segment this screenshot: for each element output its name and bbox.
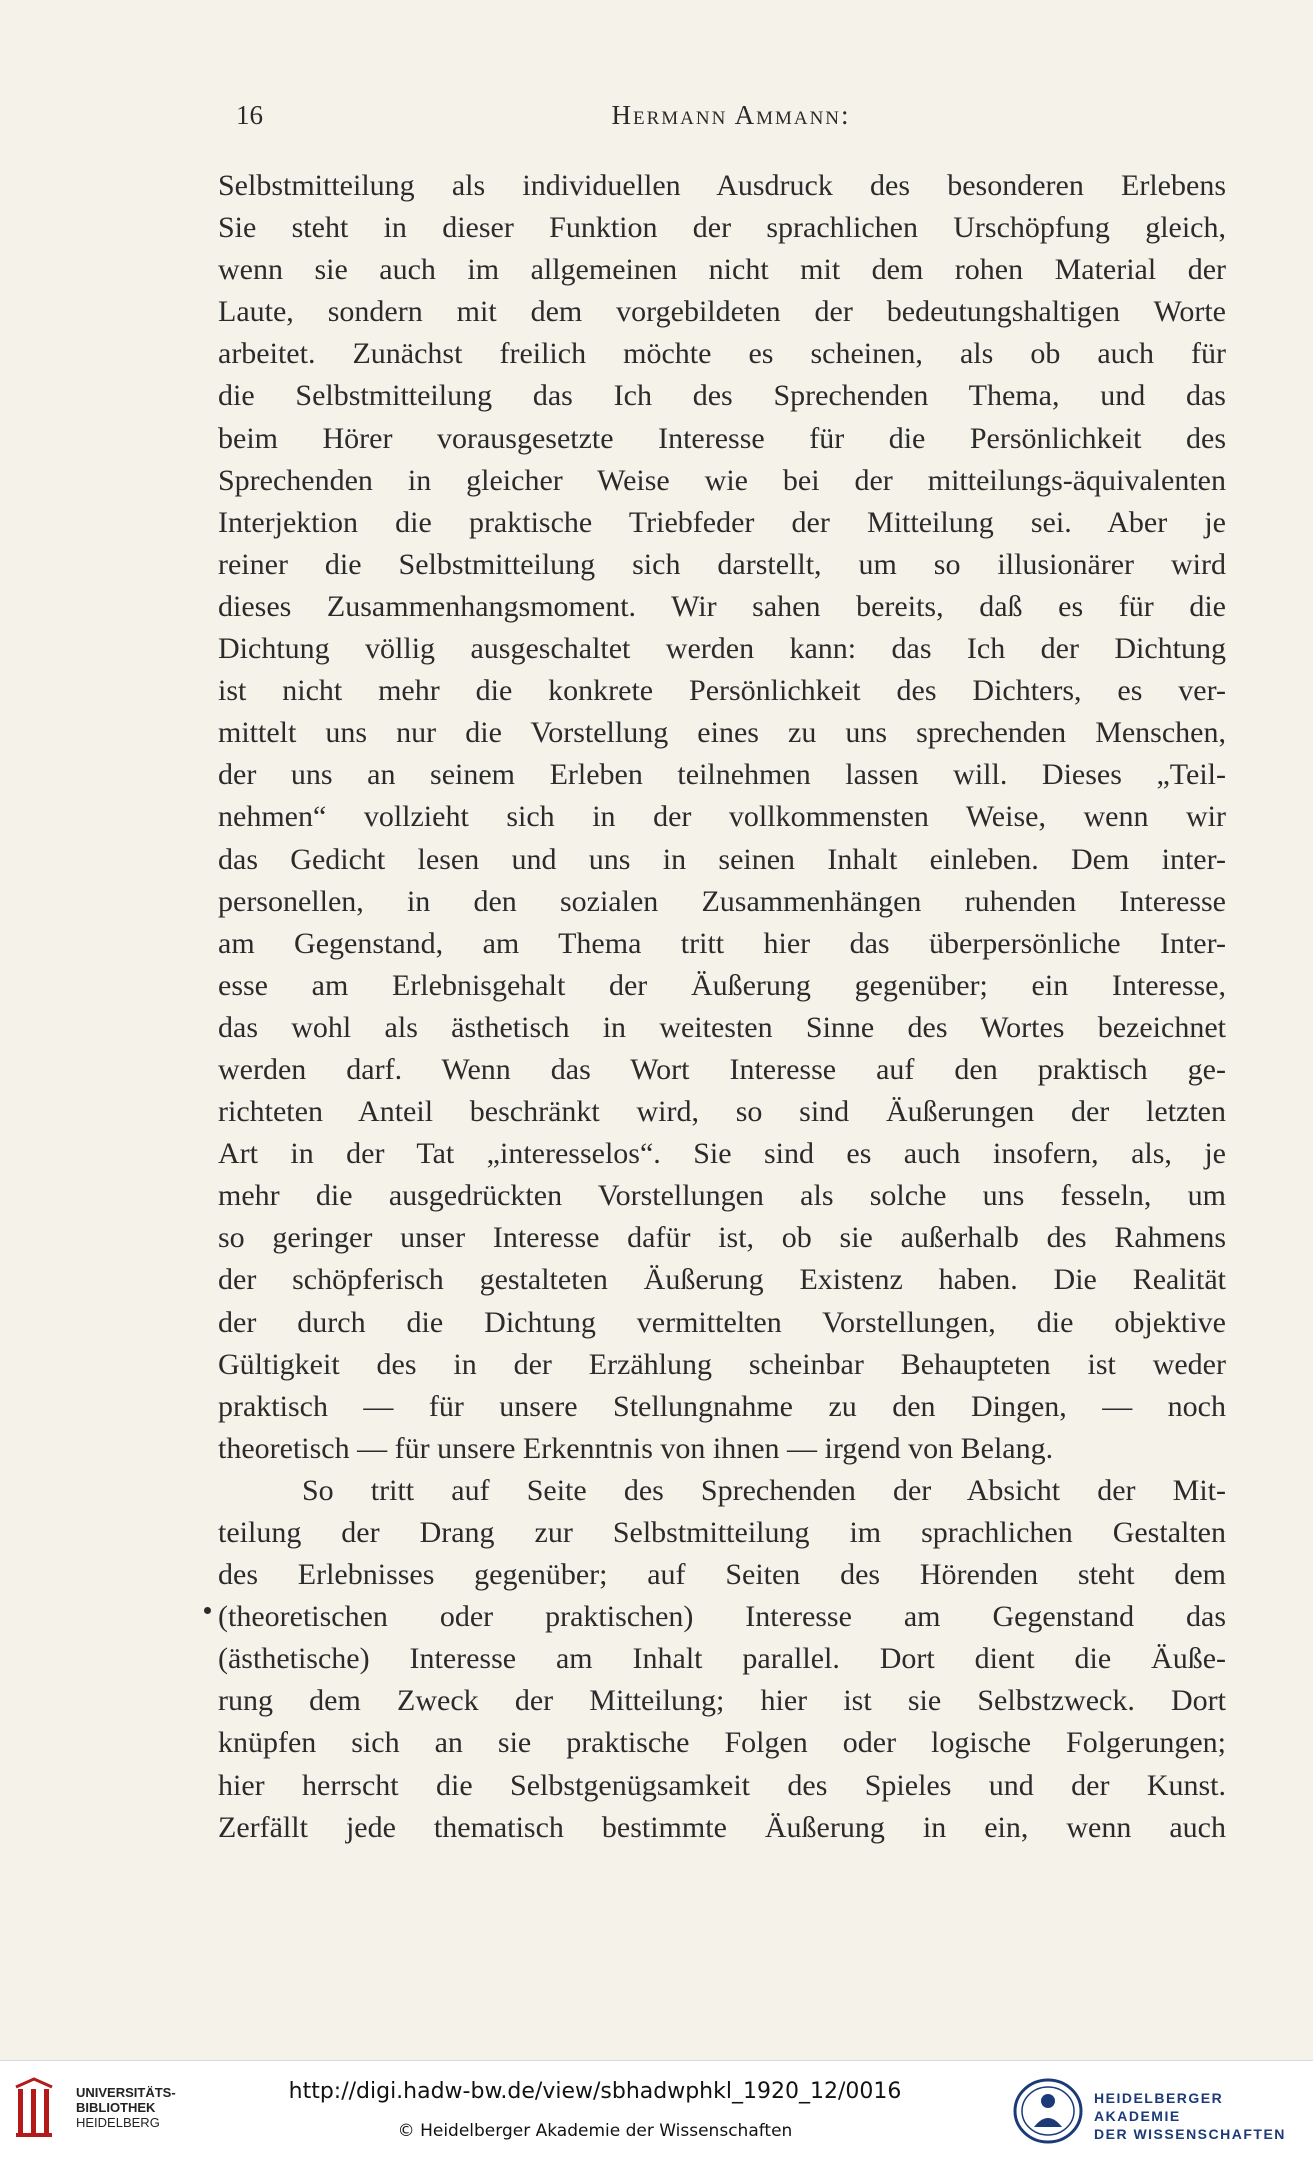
library-name-line: UNIVERSITÄTS-: [76, 2085, 176, 2100]
text-line: Sie steht in dieser Funktion der sprachlichen Urschöpfung gleich,: [218, 211, 1226, 245]
text-line: esse am Erlebnisgehalt der Äußerung gegenüber; ein Interesse,: [218, 968, 1226, 1002]
text-line: arbeitet. Zunächst freilich möchte es scheinen, als ob auch für: [218, 337, 1226, 371]
text-line: Zerfällt jede thematisch bestimmte Äußerung in ein, wenn auch: [218, 1810, 1226, 1844]
library-name: [76, 2085, 176, 2130]
text-line: Dichtung völlig ausgeschaltet werden kann: das Ich der Dichtung: [218, 632, 1226, 666]
text-line: werden darf. Wenn das Wort Interesse auf den praktisch ge-: [218, 1052, 1226, 1086]
library-name-line: HEIDELBERG: [76, 2115, 160, 2130]
text-line: der schöpferisch gestalteten Äußerung Existenz haben. Die Realität: [218, 1263, 1226, 1297]
text-line: (theoretischen oder praktischen) Interesse am Gegenstand das: [218, 1600, 1226, 1634]
text-line: dieses Zusammenhangsmoment. Wir sahen bereits, daß es für die: [218, 589, 1226, 623]
text-line: reiner die Selbstmitteilung sich darstellt, um so illusionärer wird: [218, 547, 1226, 581]
text-line: teilung der Drang zur Selbstmitteilung im sprachlichen Gestalten: [218, 1516, 1226, 1549]
text-line: praktisch — für unsere Stellungnahme zu den Dingen, — noch: [218, 1389, 1226, 1423]
text-line: am Gegenstand, am Thema tritt hier das überpersönliche Inter-: [218, 926, 1226, 960]
text-line: Sprechenden in gleicher Weise wie bei der mitteilungs-äquivalenten: [218, 463, 1226, 497]
margin-dot: [204, 1607, 211, 1614]
text-line: Interjektion die praktische Triebfeder der Mitteilung sei. Aber je: [218, 505, 1226, 539]
text-line: wenn sie auch im allgemeinen nicht mit dem rohen Material der: [218, 253, 1226, 287]
university-library-logo-icon: [12, 2077, 56, 2141]
page-number: 16: [236, 100, 263, 130]
text-line: der durch die Dichtung vermittelten Vorstellungen, die objektive: [218, 1305, 1226, 1339]
text-line: richteten Anteil beschränkt wird, so sind Äußerungen der letzten: [218, 1095, 1226, 1129]
text-line: mehr die ausgedrückten Vorstellungen als solche uns fesseln, um: [218, 1179, 1226, 1213]
text-line: hier herrscht die Selbstgenügsamkeit des Spieles und der Kunst.: [218, 1768, 1226, 1802]
text-line: Gültigkeit des in der Erzählung scheinbar Behaupteten ist weder: [218, 1347, 1226, 1381]
text-line: theoretisch — für unsere Erkenntnis von ihnen — irgend von Belang.: [218, 1431, 1054, 1465]
text-line: beim Hörer vorausgesetzte Interesse für die Persönlichkeit des: [218, 421, 1226, 455]
text-line: ist nicht mehr die konkrete Persönlichkeit des Dichters, es ver-: [218, 674, 1226, 708]
text-line: (ästhetische) Interesse am Inhalt parallel. Dort dient die Äuße-: [218, 1642, 1226, 1676]
text-line: Laute, sondern mit dem vorgebildeten der bedeutungshaltigen Worte: [218, 295, 1226, 329]
academy-seal-icon: [1012, 2077, 1084, 2145]
text-line: das wohl als ästhetisch in weitesten Sinne des Wortes bezeichnet: [218, 1010, 1226, 1044]
text-line: rung dem Zweck der Mitteilung; hier ist sie Selbstzweck. Dort: [218, 1684, 1226, 1718]
text-line: das Gedicht lesen und uns in seinen Inhalt einleben. Dem inter-: [218, 842, 1226, 876]
copyright-notice: © Heidelberger Akademie der Wissenschaften: [397, 2121, 793, 2141]
text-line: der uns an seinem Erleben teilnehmen lassen will. Dieses „Teil-: [218, 758, 1226, 792]
text-line: des Erlebnisses gegenüber; auf Seiten des Hörenden steht dem: [218, 1558, 1226, 1592]
text-line: nehmen“ vollzieht sich in der vollkommensten Weise, wenn wir: [218, 800, 1226, 834]
academy-name-line: HEIDELBERGER AKADEMIE: [1094, 2090, 1224, 2124]
text-line: mittelt uns nur die Vorstellung eines zu uns sprechenden Menschen,: [218, 716, 1226, 750]
page-header: [236, 100, 1226, 140]
permalink-url[interactable]: http://digi.hadw-bw.de/view/sbhadwphkl_1920_12/0016: [288, 2079, 902, 2104]
text-line: Selbstmitteilung als individuellen Ausdruck des besonderen Erlebens: [218, 169, 1226, 202]
library-name-line: BIBLIOTHEK: [76, 2100, 156, 2115]
footer-bar: [0, 2060, 1313, 2159]
text-line: so geringer unser Interesse dafür ist, ob sie außerhalb des Rahmens: [218, 1221, 1226, 1255]
academy-name-line: DER WISSENSCHAFTEN: [1094, 2126, 1286, 2142]
academy-name: [1094, 2089, 1313, 2143]
text-line: personellen, in den sozialen Zusammenhängen ruhenden Interesse: [218, 884, 1226, 918]
text-line: knüpfen sich an sie praktische Folgen oder logische Folgerungen;: [218, 1726, 1226, 1760]
text-line: Art in der Tat „interesselos“. Sie sind es auch insofern, als, je: [218, 1137, 1226, 1171]
text-line: So tritt auf Seite des Sprechenden der Absicht der Mit-: [302, 1473, 1226, 1507]
text-line: die Selbstmitteilung das Ich des Sprechenden Thema, und das: [218, 379, 1226, 413]
body-text: [218, 165, 1226, 1849]
running-head: Hermann Ammann:: [611, 100, 851, 130]
